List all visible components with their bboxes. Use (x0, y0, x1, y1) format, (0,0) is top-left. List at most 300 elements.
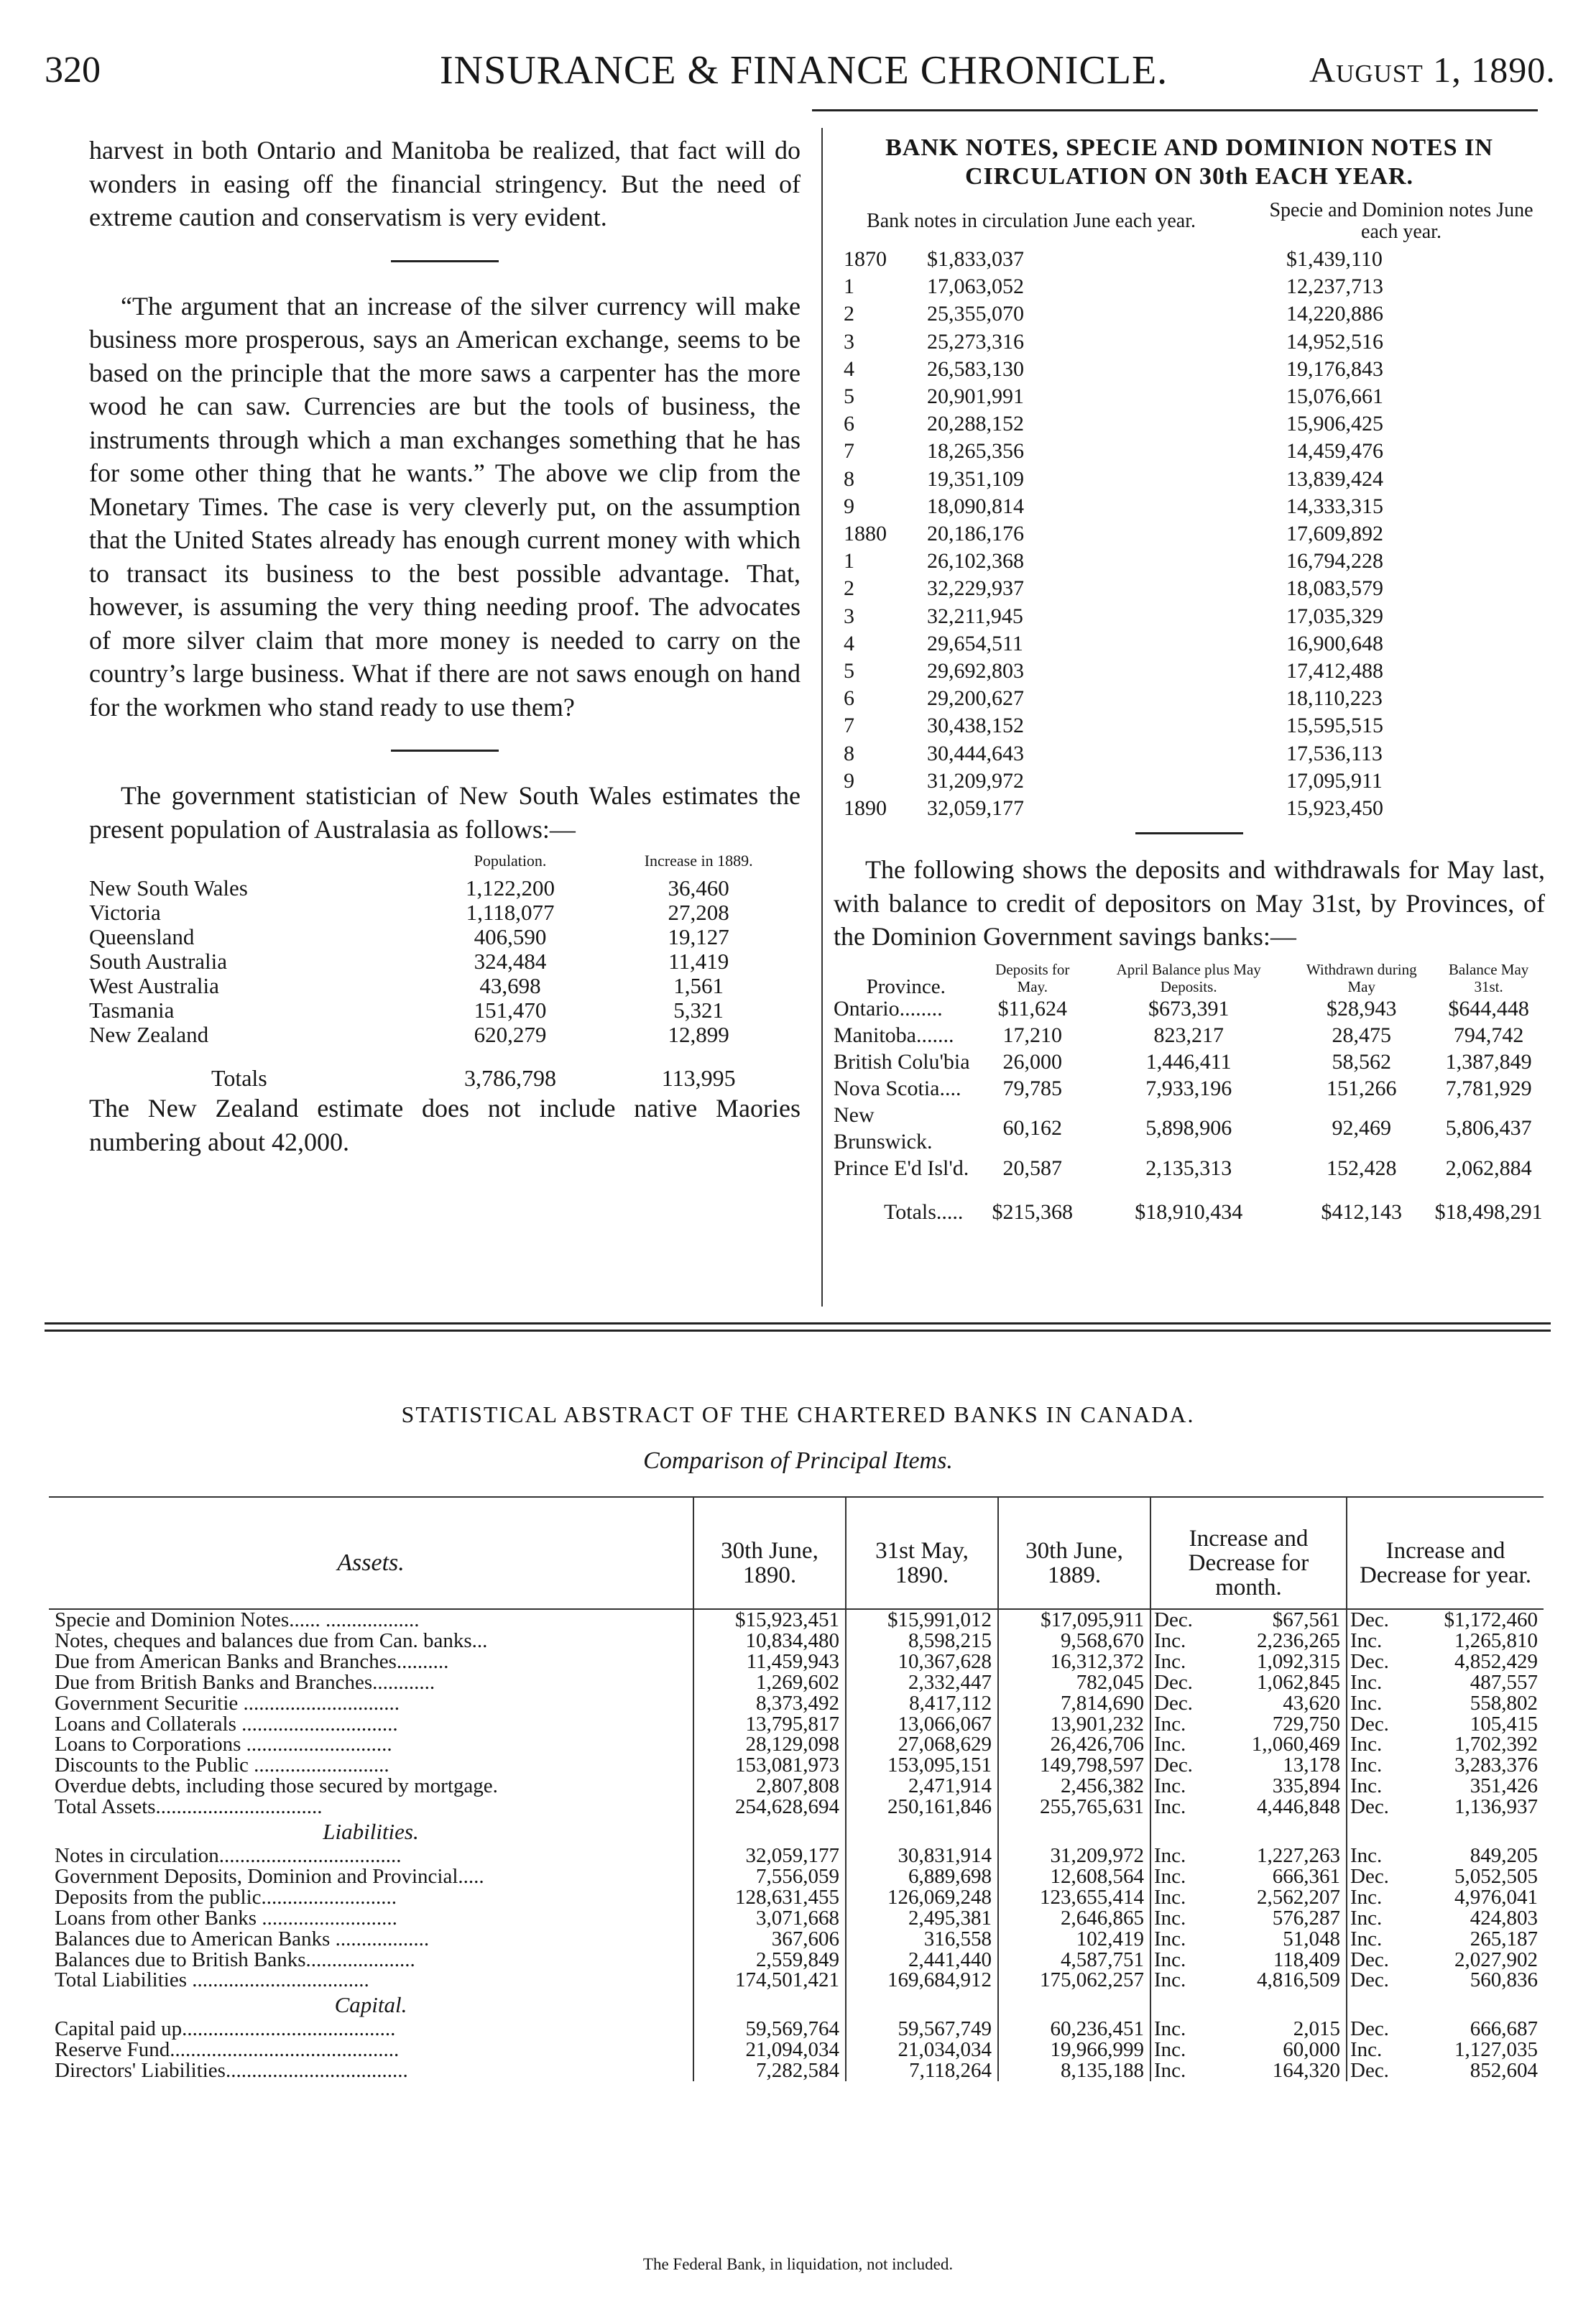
month-direction: Inc. (1150, 1776, 1207, 1797)
table-row (834, 630, 1545, 658)
june-1889-value: 26,426,706 (998, 1734, 1150, 1755)
region-name: Tasmania (89, 998, 175, 1023)
year-change-value: 4,852,429 (1454, 1649, 1538, 1673)
year-change-value: 3,283,376 (1454, 1754, 1538, 1777)
specie-value: 16,900,648 (1286, 631, 1383, 655)
june-1890-value: 7,556,059 (693, 1866, 846, 1887)
table-row (49, 1693, 1544, 1714)
table-row (834, 493, 1545, 520)
year-label: 1870 (844, 247, 887, 271)
bank-notes-value: 20,288,152 (927, 412, 1024, 436)
table-row (834, 1049, 1545, 1075)
year-change-value: 1,265,810 (1454, 1628, 1538, 1652)
chartered-banks-table (49, 1496, 1544, 2081)
savings-bank-table (834, 961, 1545, 1225)
specie-value: 15,923,450 (1286, 796, 1383, 821)
june-1889-value: 4,587,751 (998, 1950, 1150, 1971)
june-1890-value: 153,081,973 (693, 1755, 846, 1776)
june-1889-value: 149,798,597 (998, 1755, 1150, 1776)
june-1889-value: 19,966,999 (998, 2040, 1150, 2060)
june-1889-value: 13,901,232 (998, 1714, 1150, 1735)
item-label: Balances due to British Banks..................... (55, 1948, 415, 1971)
month-direction: Inc. (1150, 2019, 1207, 2040)
june-1890-value: 13,795,817 (693, 1714, 846, 1735)
table-footnote: The Federal Bank, in liquidation, not included. (642, 2255, 954, 2273)
bank-notes-table (834, 200, 1545, 822)
right-column (834, 134, 1545, 1225)
bank-notes-value: $1,833,037 (927, 247, 1024, 271)
june-1889-value: 7,814,690 (998, 1693, 1150, 1714)
month-direction: Inc. (1150, 1950, 1207, 1971)
column-header-withdrawn: Withdrawn during May (1306, 960, 1417, 995)
june-1890-value: 59,569,764 (693, 2019, 846, 2040)
region-name: Victoria (89, 900, 161, 925)
may-1890-value: 21,034,034 (846, 2040, 998, 2060)
year-label: 2 (844, 302, 854, 326)
population-value: 1,122,200 (466, 875, 555, 900)
total-label: Totals..... (884, 1199, 964, 1224)
june-1889-value: $17,095,911 (998, 1609, 1150, 1631)
balance-value: 5,806,437 (1445, 1116, 1532, 1141)
increase-value: 1,561 (673, 973, 724, 998)
table-row (834, 740, 1545, 768)
june-1890-value: 28,129,098 (693, 1734, 846, 1755)
month-change-value: 13,178 (1283, 1754, 1340, 1777)
year-label: 5 (844, 384, 854, 409)
deposits-total-row (834, 1181, 1545, 1225)
column-header-month-change: Increase and Decrease for month. (1150, 1497, 1347, 1609)
increase-value: 5,321 (673, 998, 724, 1023)
table-row (834, 603, 1545, 630)
year-direction: Inc. (1347, 1846, 1403, 1866)
bank-notes-value: 29,200,627 (927, 686, 1024, 711)
item-label: Due from American Banks and Branches.......... (55, 1649, 449, 1673)
deposits-value: 26,000 (1002, 1049, 1063, 1074)
june-1890-value: 32,059,177 (693, 1846, 846, 1866)
year-label: 1880 (844, 522, 887, 546)
year-direction: Inc. (1347, 1734, 1403, 1755)
table-row (89, 925, 801, 949)
year-change-value: 560,836 (1470, 1968, 1538, 1992)
table-row (89, 1023, 801, 1047)
province-name: British Colu'bia (834, 1049, 970, 1074)
month-direction: Inc. (1150, 1887, 1207, 1908)
population-value: 1,118,077 (466, 900, 555, 925)
paragraph-deposits-intro: The following shows the deposits and withdrawals for May last, with balance to credit of depositors on May 31st, by Provinces, of the Dominion Government savings banks:— (834, 855, 1545, 952)
table-row (49, 1651, 1544, 1672)
year-label: 4 (844, 631, 854, 655)
june-1890-value: 7,282,584 (693, 2060, 846, 2081)
table-row (49, 1929, 1544, 1950)
year-direction: Inc. (1347, 1631, 1403, 1651)
increase-value: 11,419 (668, 949, 729, 974)
june-1890-value: 1,269,602 (693, 1672, 846, 1693)
june-1890-value: $15,923,451 (693, 1609, 846, 1631)
may-1890-value: 153,095,151 (846, 1755, 998, 1776)
header-rule (812, 109, 1538, 111)
month-change-value: 2,015 (1293, 2017, 1340, 2041)
column-header-specie: Specie and Dominion notes June each year. (1269, 199, 1533, 243)
deposits-value: 60,162 (1002, 1116, 1063, 1141)
year-label: 8 (844, 466, 854, 491)
total-deposits: $215,368 (992, 1199, 1074, 1224)
month-change-value: 60,000 (1283, 2038, 1340, 2062)
total-population: 3,786,798 (464, 1065, 557, 1091)
year-direction: Inc. (1347, 1929, 1403, 1950)
table-header-row (49, 1497, 1544, 1609)
item-label: Notes, cheques and balances due from Can. banks... (55, 1628, 488, 1652)
table-row (49, 1714, 1544, 1735)
region-name: West Australia (89, 973, 219, 998)
june-1889-value: 123,655,414 (998, 1887, 1150, 1908)
table-row (834, 1022, 1545, 1049)
column-header-balance: Balance May 31st. (1448, 960, 1529, 995)
month-change-value: 2,236,265 (1257, 1628, 1340, 1652)
section-label-capital: Capital. (334, 1992, 407, 2018)
specie-value: 19,176,843 (1286, 356, 1383, 381)
month-direction: Inc. (1150, 1929, 1207, 1950)
june-1890-value: 128,631,455 (693, 1887, 846, 1908)
paragraph-harvest: harvest in both Ontario and Manitoba be realized, that fact will do wonders in easing off the financial stringency. But the need of extreme caution and conservatism is very evident. (89, 136, 801, 231)
month-change-value: 118,409 (1273, 1948, 1340, 1971)
table-row (834, 768, 1545, 795)
specie-value: 17,609,892 (1286, 522, 1383, 546)
region-name: South Australia (89, 949, 228, 974)
june-1890-value: 174,501,421 (693, 1970, 846, 1991)
may-1890-value: 13,066,067 (846, 1714, 998, 1735)
item-label: Due from British Banks and Branches............ (55, 1670, 435, 1694)
june-1889-value: 8,135,188 (998, 2060, 1150, 2081)
june-1890-value: 254,628,694 (693, 1797, 846, 1817)
may-1890-value: 250,161,846 (846, 1797, 998, 1817)
section-row (49, 1817, 1544, 1846)
table-row (834, 795, 1545, 822)
year-label: 1 (844, 275, 854, 299)
table-header-row (834, 200, 1545, 246)
bank-notes-title: BANK NOTES, SPECIE AND DOMINION NOTES IN CIRCULATION ON 30th EACH YEAR. (885, 134, 1493, 190)
year-change-value: 852,604 (1470, 2059, 1538, 2083)
table-row (834, 300, 1545, 328)
page-number: 320 (45, 50, 101, 91)
specie-value: 16,794,228 (1286, 549, 1383, 573)
section-double-rule (45, 1322, 1551, 1324)
item-label: Total Liabilities .................................. (55, 1968, 369, 1992)
year-direction: Dec. (1347, 1970, 1403, 1991)
item-label: Reserve Fund............................................ (55, 2038, 400, 2062)
bank-notes-value: 30,438,152 (927, 714, 1024, 738)
table-row (49, 1970, 1544, 1991)
year-label: 8 (844, 741, 854, 765)
balance-value: 1,387,849 (1445, 1049, 1532, 1074)
june-1890-value: 3,071,668 (693, 1908, 846, 1929)
table-header-row (89, 849, 801, 876)
year-direction: Dec. (1347, 1950, 1403, 1971)
bank-notes-value: 32,211,945 (927, 604, 1023, 628)
item-label: Government Securitie .............................. (55, 1691, 400, 1715)
total-balance: $18,498,291 (1434, 1199, 1543, 1224)
table-row (834, 658, 1545, 685)
population-total-row (89, 1047, 801, 1090)
specie-value: 12,237,713 (1286, 275, 1383, 299)
table-row (834, 438, 1545, 465)
year-direction: Dec. (1347, 1651, 1403, 1672)
table-row (49, 1755, 1544, 1776)
june-1890-value: 21,094,034 (693, 2040, 846, 2060)
table-row (89, 949, 801, 974)
item-label: Loans from other Banks .......................... (55, 1906, 397, 1930)
statistical-abstract-title: STATISTICAL ABSTRACT OF THE CHARTERED BANKS IN CANADA. (401, 1401, 1195, 1427)
item-label: Government Deposits, Dominion and Provincial..... (55, 1864, 484, 1888)
item-label: Total Assets................................ (55, 1795, 323, 1819)
table-row (834, 246, 1545, 273)
section-rule (391, 750, 499, 752)
month-direction: Dec. (1150, 1609, 1207, 1631)
bank-notes-value: 18,265,356 (927, 439, 1024, 464)
month-change-value: 1,092,315 (1257, 1649, 1340, 1673)
population-value: 406,590 (474, 924, 547, 949)
column-divider (821, 128, 823, 1307)
deposits-value: 17,210 (1002, 1023, 1063, 1047)
bank-notes-value: 26,102,368 (927, 549, 1024, 573)
table-row (49, 1866, 1544, 1887)
specie-value: 14,333,315 (1286, 494, 1383, 518)
column-header-population: Population. (474, 852, 547, 870)
table-row (834, 383, 1545, 410)
year-label: 9 (844, 768, 854, 793)
page-header (0, 0, 1596, 108)
increase-value: 27,208 (668, 900, 729, 925)
may-1890-value: 2,495,381 (846, 1908, 998, 1929)
section-rule (1135, 832, 1243, 834)
table-row (834, 1102, 1545, 1155)
june-1889-value: 60,236,451 (998, 2019, 1150, 2040)
month-direction: Dec. (1150, 1755, 1207, 1776)
table-row (89, 974, 801, 998)
april-balance-value: 7,933,196 (1145, 1076, 1232, 1100)
month-direction: Inc. (1150, 1631, 1207, 1651)
june-1889-value: 782,045 (998, 1672, 1150, 1693)
specie-value: 15,076,661 (1286, 384, 1383, 409)
column-header-june-1890: 30th June, 1890. (693, 1497, 846, 1609)
april-balance-value: 2,135,313 (1145, 1156, 1232, 1180)
bank-notes-value: 32,059,177 (927, 796, 1024, 821)
table-row (834, 1075, 1545, 1102)
month-direction: Inc. (1150, 1734, 1207, 1755)
province-name: Prince E'd Isl'd. (834, 1156, 969, 1180)
year-label: 2 (844, 576, 854, 601)
table-row (834, 1155, 1545, 1181)
table-row (49, 1887, 1544, 1908)
item-label: Loans to Corporations ............................ (55, 1733, 392, 1756)
month-change-value: 1,062,845 (1257, 1670, 1340, 1694)
june-1890-value: 11,459,943 (693, 1651, 846, 1672)
item-label: Loans and Collaterals .............................. (55, 1712, 398, 1736)
month-direction: Inc. (1150, 1908, 1207, 1929)
month-change-value: 4,446,848 (1257, 1795, 1340, 1819)
region-name: New Zealand (89, 1022, 209, 1047)
year-change-value: 1,702,392 (1454, 1733, 1538, 1756)
balance-value: $644,448 (1448, 996, 1529, 1021)
publication-title: INSURANCE & FINANCE CHRONICLE. (440, 48, 1168, 93)
item-label: Deposits from the public.......................... (55, 1885, 397, 1909)
year-change-value: 666,687 (1470, 2017, 1538, 2041)
year-change-value: 265,187 (1470, 1927, 1538, 1950)
june-1890-value: 8,373,492 (693, 1693, 846, 1714)
year-direction: Inc. (1347, 1887, 1403, 1908)
column-header-bank-notes: Bank notes in circulation June each year. (867, 210, 1196, 232)
table-row (834, 995, 1545, 1022)
table-row (49, 1776, 1544, 1797)
column-header-june-1889: 30th June, 1889. (998, 1497, 1150, 1609)
column-header-may-1890: 31st May, 1890. (846, 1497, 998, 1609)
april-balance-value: 1,446,411 (1145, 1049, 1232, 1074)
year-label: 1890 (844, 796, 887, 821)
specie-value: 14,952,516 (1286, 329, 1383, 354)
specie-value: 17,035,329 (1286, 604, 1383, 628)
table-row (834, 356, 1545, 383)
province-name: Manitoba....... (834, 1023, 954, 1047)
item-label: Notes in circulation................................... (55, 1843, 402, 1867)
bank-notes-value: 19,351,109 (927, 466, 1024, 491)
population-value: 151,470 (474, 998, 547, 1023)
bank-notes-value: 30,444,643 (927, 741, 1024, 765)
specie-value: 17,536,113 (1286, 741, 1383, 765)
table-row (49, 1672, 1544, 1693)
specie-value: 15,906,425 (1286, 412, 1383, 436)
bank-notes-value: 29,692,803 (927, 659, 1024, 683)
table-row (89, 876, 801, 900)
month-change-value: 43,620 (1283, 1691, 1340, 1715)
month-change-value: 729,750 (1272, 1712, 1340, 1736)
month-change-value: 576,287 (1272, 1906, 1340, 1930)
balance-value: 2,062,884 (1445, 1156, 1532, 1180)
deposits-value: 20,587 (1002, 1156, 1063, 1180)
section-double-rule (45, 1330, 1551, 1332)
withdrawn-value: 28,475 (1332, 1023, 1391, 1047)
year-change-value: 1,136,937 (1454, 1795, 1538, 1819)
month-change-value: 164,320 (1272, 2059, 1340, 2083)
year-label: 1 (844, 549, 854, 573)
table-row (49, 1631, 1544, 1651)
total-increase: 113,995 (661, 1065, 736, 1091)
may-1890-value: 10,367,628 (846, 1651, 998, 1672)
table-row (834, 520, 1545, 548)
year-direction: Inc. (1347, 1755, 1403, 1776)
june-1889-value: 16,312,372 (998, 1651, 1150, 1672)
balance-value: 7,781,929 (1445, 1076, 1532, 1100)
year-direction: Dec. (1347, 1714, 1403, 1735)
month-direction: Inc. (1150, 1714, 1207, 1735)
table-row (834, 410, 1545, 438)
total-withdrawn: $412,143 (1321, 1199, 1402, 1224)
may-1890-value: 316,558 (846, 1929, 998, 1950)
april-balance-value: $673,391 (1148, 996, 1230, 1021)
table-row (834, 328, 1545, 356)
paragraph-silver-currency: “The argument that an increase of the silver currency will make business more prosperous, says an American exchange, seems to be based on the principle that the more saws a carpenter has the more wood he can saw. Currencies are but the tools of business, the instruments through which a man exchanges something that he has for some other thing that he wants.” The above we clip from the Monetary Times. The case is very cleverly put, on the assumption that the United States already has enough current money with which to transact its business to the best possible advantage. That, however, is assuming the very thing needing proof. The advocates of more silver claim that more money is needed to carry on the country’s large business. What if there are not saws enough on hand for the workmen who stand ready to use them? (89, 291, 801, 722)
year-label: 6 (844, 412, 854, 436)
june-1889-value: 9,568,670 (998, 1631, 1150, 1651)
column-header-april-balance: April Balance plus May Deposits. (1116, 960, 1261, 995)
bank-notes-value: 25,273,316 (927, 329, 1024, 354)
bank-notes-value: 20,901,991 (927, 384, 1024, 409)
year-change-value: 4,976,041 (1454, 1885, 1538, 1909)
month-direction: Inc. (1150, 1970, 1207, 1991)
specie-value: 18,110,223 (1286, 686, 1383, 711)
table-row (49, 1609, 1544, 1631)
table-row (49, 1950, 1544, 1971)
may-1890-value: $15,991,012 (846, 1609, 998, 1631)
year-direction: Dec. (1347, 1866, 1403, 1887)
withdrawn-value: $28,943 (1326, 996, 1397, 1021)
specie-value: 14,220,886 (1286, 302, 1383, 326)
table-row (834, 685, 1545, 712)
year-change-value: 2,027,902 (1454, 1948, 1538, 1971)
june-1889-value: 12,608,564 (998, 1866, 1150, 1887)
may-1890-value: 6,889,698 (846, 1866, 998, 1887)
table-header-row (834, 961, 1545, 995)
withdrawn-value: 58,562 (1332, 1049, 1391, 1074)
column-header-year-change: Increase and Decrease for year. (1347, 1497, 1544, 1609)
may-1890-value: 169,684,912 (846, 1970, 998, 1991)
item-label: Capital paid up......................................... (55, 2017, 396, 2041)
column-header-province: Province. (866, 975, 946, 998)
section-rule (391, 260, 499, 262)
year-direction: Dec. (1347, 1609, 1403, 1631)
june-1890-value: 2,807,808 (693, 1776, 846, 1797)
table-row (49, 1908, 1544, 1929)
table-row (834, 575, 1545, 602)
month-change-value: 666,361 (1272, 1864, 1340, 1888)
year-label: 3 (844, 604, 854, 628)
bank-notes-value: 18,090,814 (927, 494, 1024, 518)
may-1890-value: 30,831,914 (846, 1846, 998, 1866)
may-1890-value: 2,471,914 (846, 1776, 998, 1797)
month-change-value: 4,816,509 (1257, 1968, 1340, 1992)
month-direction: Inc. (1150, 2040, 1207, 2060)
withdrawn-value: 152,428 (1326, 1156, 1397, 1180)
specie-value: 17,412,488 (1286, 659, 1383, 683)
june-1889-value: 175,062,257 (998, 1970, 1150, 1991)
year-label: 4 (844, 356, 854, 381)
deposits-value: $11,624 (997, 996, 1067, 1021)
may-1890-value: 7,118,264 (846, 2060, 998, 2081)
month-change-value: $67,561 (1272, 1608, 1340, 1631)
april-balance-value: 823,217 (1153, 1023, 1224, 1047)
table-row (49, 2060, 1544, 2081)
statistical-abstract-subtitle: Comparison of Principal Items. (643, 1447, 953, 1474)
year-change-value: 558,802 (1470, 1691, 1538, 1715)
month-direction: Inc. (1150, 1846, 1207, 1866)
year-label: 9 (844, 494, 854, 518)
year-direction: Inc. (1347, 2040, 1403, 2060)
month-direction: Inc. (1150, 1866, 1207, 1887)
year-label: 7 (844, 714, 854, 738)
specie-value: $1,439,110 (1286, 247, 1383, 271)
section-row (49, 1991, 1544, 2019)
may-1890-value: 59,567,749 (846, 2019, 998, 2040)
specie-value: 14,459,476 (1286, 439, 1383, 464)
column-header-name (89, 849, 424, 876)
may-1890-value: 8,598,215 (846, 1631, 998, 1651)
item-label: Discounts to the Public .......................... (55, 1754, 389, 1777)
year-direction: Inc. (1347, 1693, 1403, 1714)
deposits-value: 79,785 (1002, 1076, 1063, 1100)
table-row (834, 548, 1545, 575)
item-label: Directors' Liabilities................................... (55, 2059, 408, 2083)
item-label: Balances due to American Banks .................. (55, 1927, 430, 1950)
region-name: New South Wales (89, 875, 248, 900)
bank-notes-value: 20,186,176 (927, 522, 1024, 546)
